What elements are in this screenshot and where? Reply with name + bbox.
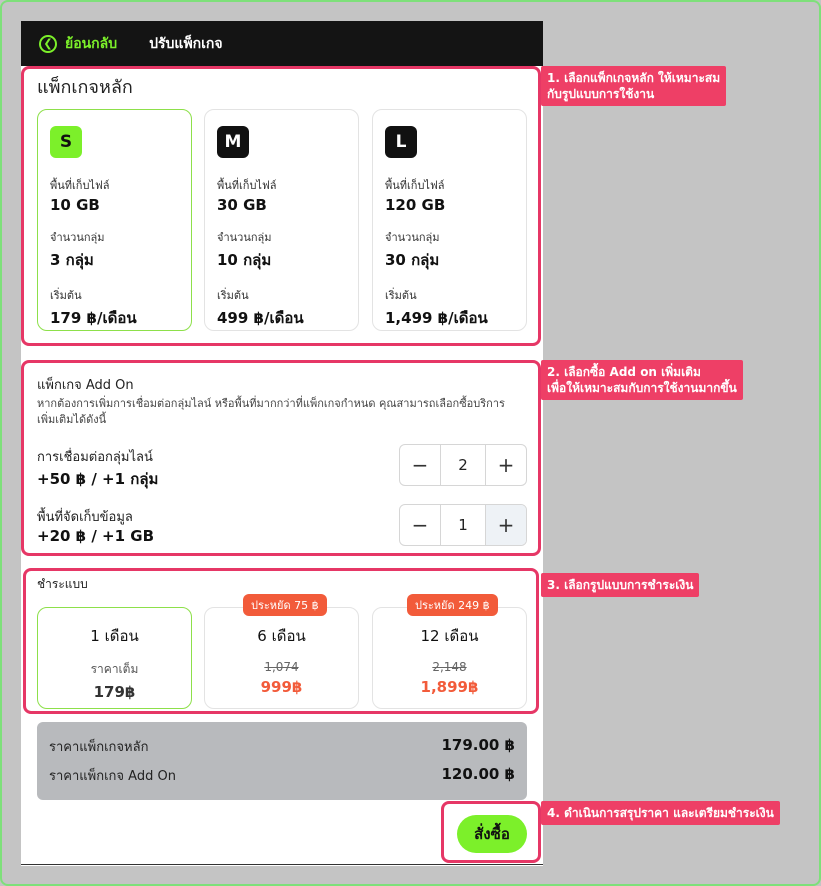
order-button[interactable]: สั่งซื้อ xyxy=(457,815,527,853)
addon-description: หากต้องการเพิ่มการเชื่อมต่อกลุ่มไลน์ หรือพื้นที่มากกว่าที่แพ็กเกจกำหนด คุณสามารถเลือกซื้อบริการเพิ่มเติมได้ดังนี้ xyxy=(37,397,505,426)
payment-period: 12 เดือน xyxy=(420,627,479,645)
addon-line-label: การเชื่อมต่อกลุ่มไลน์ xyxy=(37,450,153,465)
top-bar xyxy=(21,21,543,66)
addon-storage-price: +20 ฿ / +1 GB xyxy=(37,527,154,545)
minus-button[interactable]: − xyxy=(411,453,429,477)
payment-period: 6 เดือน xyxy=(257,627,306,645)
note-step-2: 2. เลือกซื้อ Add on เพิ่มเติม เพื่อให้เหมาะสมกับการใช้งานมากขึ้น xyxy=(541,360,743,400)
addon-title: แพ็กเกจ Add On xyxy=(37,378,134,393)
plus-button[interactable]: + xyxy=(486,505,526,545)
note-step-4: 4. ดำเนินการสรุปราคา และเตรียมชำระเงิน xyxy=(541,801,780,825)
price-value: 499 ฿/เดือน xyxy=(217,309,304,327)
storage-label: พื้นที่เก็บไฟล์ xyxy=(385,179,445,192)
note-step-1: 1. เลือกแพ็กเกจหลัก ให้เหมาะสม กับรูปแบบการใช้งาน xyxy=(541,66,726,106)
storage-value: 10 GB xyxy=(50,196,100,214)
storage-value: 120 GB xyxy=(385,196,446,214)
savings-badge: ประหยัด 75 ฿ xyxy=(243,594,327,616)
payment-title: ชำระแบบ xyxy=(37,577,88,591)
highlight-main-package xyxy=(21,66,541,346)
main-package-title: แพ็กเกจหลัก xyxy=(37,77,133,98)
addon-price-label: ราคาแพ็กเกจ Add On xyxy=(49,769,176,784)
price-summary xyxy=(37,722,527,800)
payment-original-price: 1,074 xyxy=(264,660,299,674)
highlight-payment xyxy=(23,568,539,714)
quantity-value[interactable]: 2 xyxy=(440,445,486,485)
page-title: ปรับแพ็กเกจ xyxy=(149,35,223,52)
storage-label: พื้นที่เก็บไฟล์ xyxy=(217,179,277,192)
plan-badge: L xyxy=(385,126,417,158)
price-value: 1,499 ฿/เดือน xyxy=(385,309,488,327)
groups-label: จำนวนกลุ่ม xyxy=(385,231,440,244)
highlight-addon xyxy=(21,360,541,556)
chevron-left-icon: ❮ xyxy=(39,35,57,53)
groups-label: จำนวนกลุ่ม xyxy=(217,231,272,244)
groups-value: 10 กลุ่ม xyxy=(217,251,272,269)
groups-value: 30 กลุ่ม xyxy=(385,251,440,269)
payment-price: 179฿ xyxy=(93,683,136,701)
back-button[interactable] xyxy=(39,33,117,55)
addon-storage-label: พื้นที่จัดเก็บข้อมูล xyxy=(37,510,133,525)
payment-sub-label: ราคาเต็ม xyxy=(90,662,139,676)
plus-button[interactable]: + xyxy=(497,453,515,477)
price-label: เริ่มต้น xyxy=(385,289,417,302)
highlight-order xyxy=(441,801,541,863)
storage-value: 30 GB xyxy=(217,196,267,214)
price-label: เริ่มต้น xyxy=(50,289,82,302)
plan-badge: S xyxy=(50,126,82,158)
savings-badge: ประหยัด 249 ฿ xyxy=(407,594,498,616)
payment-original-price: 2,148 xyxy=(432,660,467,674)
payment-price: 1,899฿ xyxy=(420,678,479,696)
main-price-label: ราคาแพ็กเกจหลัก xyxy=(49,740,149,755)
divider xyxy=(21,864,543,865)
addon-price-amount: 120.00 ฿ xyxy=(441,765,515,783)
back-label: ย้อนกลับ xyxy=(65,35,118,52)
addon-line-price: +50 ฿ / +1 กลุ่ม xyxy=(37,470,159,488)
minus-button[interactable]: − xyxy=(411,513,429,537)
groups-value: 3 กลุ่ม xyxy=(50,251,94,269)
groups-label: จำนวนกลุ่ม xyxy=(50,231,105,244)
price-value: 179 ฿/เดือน xyxy=(50,309,137,327)
payment-price: 999฿ xyxy=(260,678,303,696)
main-price-amount: 179.00 ฿ xyxy=(441,736,515,754)
price-label: เริ่มต้น xyxy=(217,289,249,302)
storage-label: พื้นที่เก็บไฟล์ xyxy=(50,179,110,192)
plan-badge: M xyxy=(217,126,249,158)
note-step-3: 3. เลือกรูปแบบการชำระเงิน xyxy=(541,573,699,597)
quantity-value[interactable]: 1 xyxy=(440,505,486,545)
payment-period: 1 เดือน xyxy=(90,627,139,645)
